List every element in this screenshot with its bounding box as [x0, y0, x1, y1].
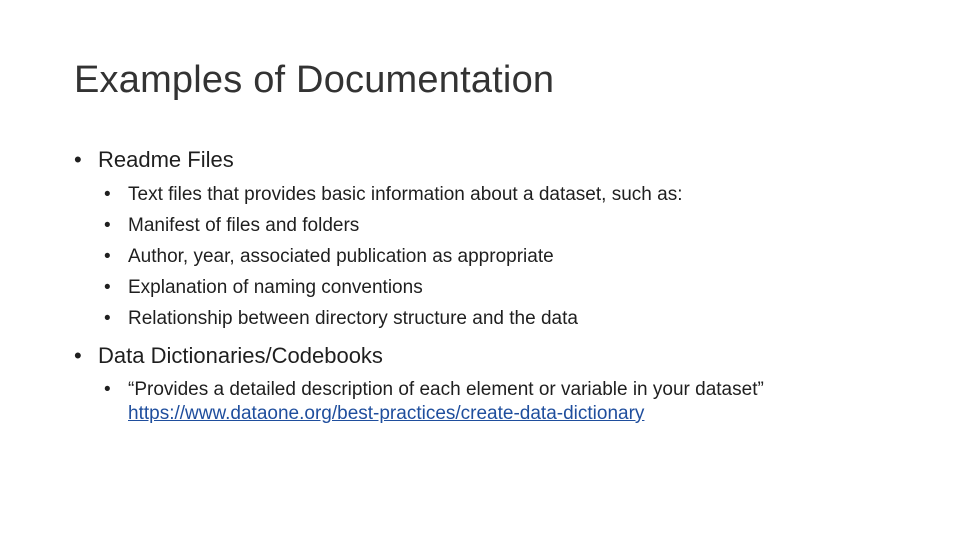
slide-title: Examples of Documentation	[74, 59, 555, 101]
sub-bullet-label: Text files that provides basic information about a dataset, such as:	[128, 184, 683, 205]
bullet-dot: •	[104, 277, 111, 298]
bullet-label-data-dictionaries: Data Dictionaries/Codebooks	[98, 343, 383, 368]
sub-bullet-definition	[104, 378, 764, 426]
sub-bullet-text-files	[104, 183, 682, 207]
sub-bullet-manifest	[104, 214, 359, 238]
definition-quote: “Provides a detailed description of each element or variable in your dataset”	[128, 379, 764, 400]
dataone-link[interactable]: https://www.dataone.org/best-practices/create-data-dictionary	[128, 403, 645, 424]
definition-text-block	[128, 378, 764, 426]
sub-bullet-directory-structure	[104, 307, 578, 331]
sub-bullet-label: Explanation of naming conventions	[128, 277, 423, 298]
bullet-label-readme-files: Readme Files	[98, 147, 234, 172]
bullet-data-dictionaries	[74, 342, 383, 370]
sub-bullet-author-year	[104, 245, 554, 269]
bullet-dot: •	[104, 308, 111, 329]
sub-bullet-label: Relationship between directory structure and the data	[128, 308, 578, 329]
bullet-dot: •	[104, 379, 111, 400]
bullet-dot: •	[74, 147, 82, 172]
bullet-readme-files	[74, 146, 234, 174]
bullet-dot: •	[104, 215, 111, 236]
bullet-dot: •	[104, 246, 111, 267]
sub-bullet-label: Manifest of files and folders	[128, 215, 360, 236]
bullet-dot: •	[104, 184, 111, 205]
sub-bullet-naming-conventions	[104, 276, 423, 300]
sub-bullet-label: Author, year, associated publication as appropriate	[128, 246, 554, 267]
bullet-dot: •	[74, 343, 82, 368]
